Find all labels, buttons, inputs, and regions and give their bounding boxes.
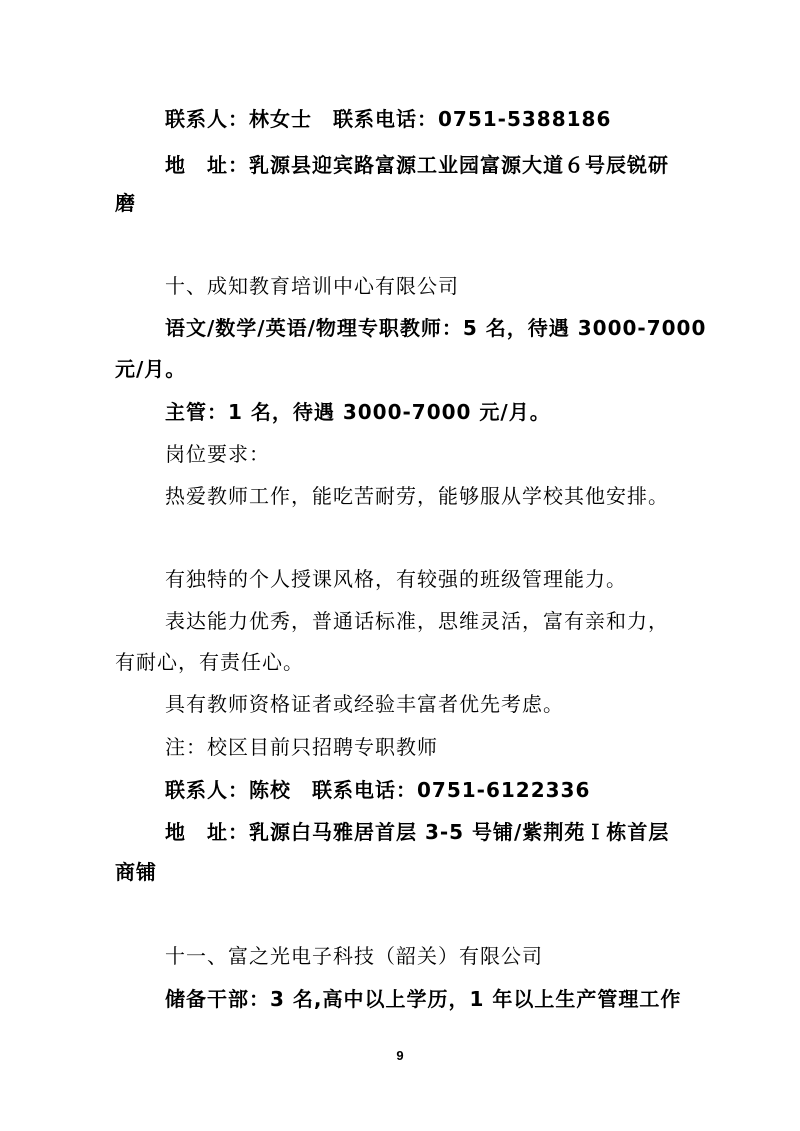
contact-line-2: 联系人：陈校 联系电话：0751-6122336 xyxy=(165,778,591,802)
requirement-3-cont: 有耐心，有责任心。 xyxy=(115,650,304,674)
job-teacher-cont: 元/月。 xyxy=(115,357,187,381)
address-line-2-cont: 商铺 xyxy=(115,860,157,884)
requirement-4: 具有教师资格证者或经验丰富者优先考虑。 xyxy=(165,692,564,716)
address-line-1-cont: 磨 xyxy=(115,191,136,215)
note: 注：校区目前只招聘专职教师 xyxy=(165,735,438,759)
address-line-2: 地 址：乳源白马雅居首层 3-5 号铺/紫荆苑Ｉ栋首层 xyxy=(165,820,670,844)
job-teacher: 语文/数学/英语/物理专职教师：5 名，待遇 3000-7000 xyxy=(165,316,707,340)
job-supervisor: 主管：1 名，待遇 3000-7000 元/月。 xyxy=(165,400,551,424)
requirement-2: 有独特的个人授课风格，有较强的班级管理能力。 xyxy=(165,567,627,591)
page-number: 9 xyxy=(396,1048,404,1063)
company-heading-10: 十、成知教育培训中心有限公司 xyxy=(165,274,459,298)
job-reserve-cadre: 储备干部：3 名,高中以上学历，1 年以上生产管理工作 xyxy=(165,987,682,1011)
requirements-heading: 岗位要求： xyxy=(165,442,270,466)
company-heading-11: 十一、富之光电子科技（韶关）有限公司 xyxy=(165,944,543,968)
contact-line-1: 联系人：林女士 联系电话：0751-5388186 xyxy=(165,107,612,131)
address-line-1: 地 址：乳源县迎宾路富源工业园富源大道６号辰锐研 xyxy=(165,153,669,177)
requirement-3: 表达能力优秀，普通话标准，思维灵活，富有亲和力， xyxy=(165,609,669,633)
requirement-1: 热爱教师工作，能吃苦耐劳，能够服从学校其他安排。 xyxy=(165,484,669,508)
